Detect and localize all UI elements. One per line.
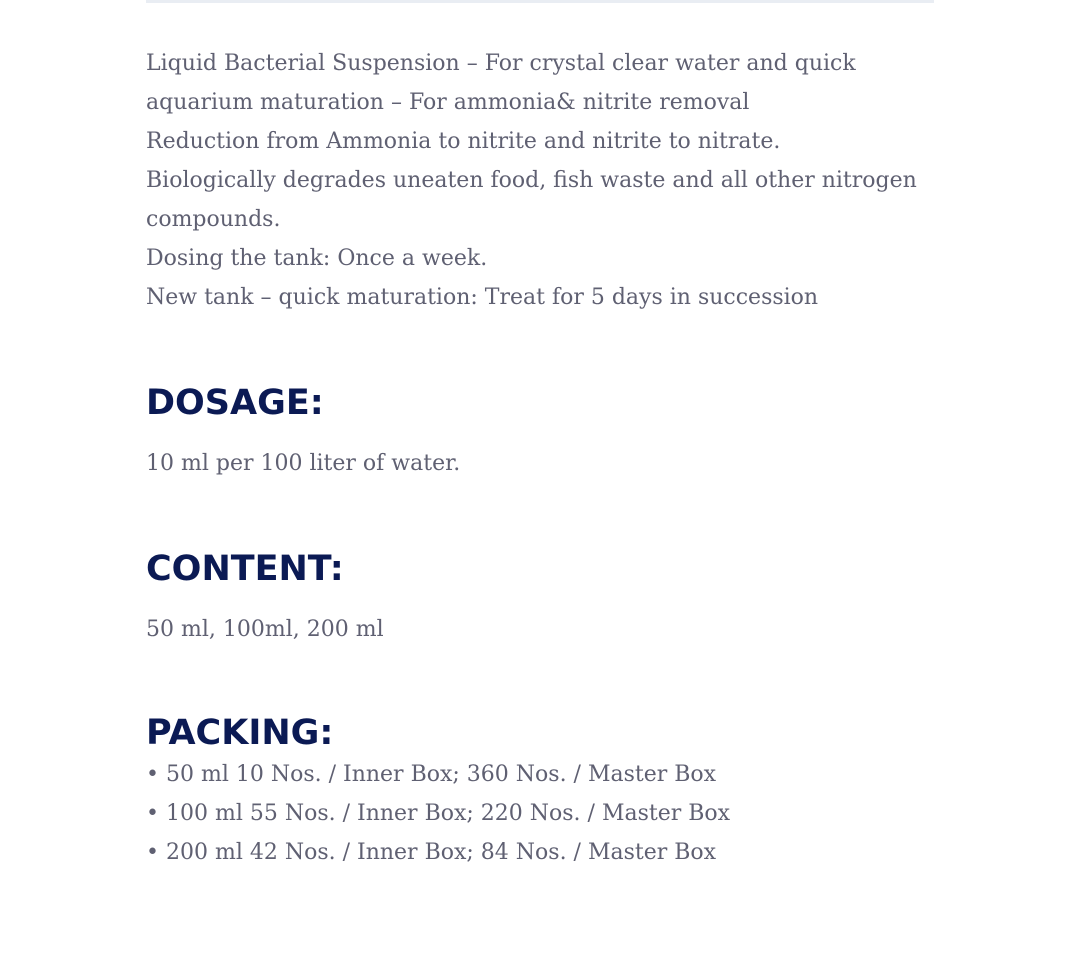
dosage-heading: DOSAGE:	[146, 383, 324, 423]
intro-line: Liquid Bacterial Suspension – For crystal clear water and quick	[146, 51, 856, 76]
dosage-section	[146, 381, 946, 483]
packing-list	[146, 755, 946, 872]
intro-line: Dosing the tank: Once a week.	[146, 246, 488, 271]
dosage-text: 10 ml per 100 liter of water.	[146, 451, 461, 476]
content-section	[146, 547, 946, 649]
content-heading: CONTENT:	[146, 549, 344, 589]
top-divider	[146, 0, 934, 3]
content-text: 50 ml, 100ml, 200 ml	[146, 617, 384, 642]
intro-line: compounds.	[146, 207, 281, 232]
intro-line: aquarium maturation – For ammonia& nitrite removal	[146, 90, 750, 115]
intro-line: Biologically degrades uneaten food, fish waste and all other nitrogen	[146, 168, 917, 193]
packing-item: • 100 ml 55 Nos. / Inner Box; 220 Nos. / Master Box	[146, 801, 731, 826]
intro-line: New tank – quick maturation: Treat for 5 days in succession	[146, 285, 819, 310]
packing-heading: PACKING:	[146, 713, 334, 753]
intro-line: Reduction from Ammonia to nitrite and nitrite to nitrate.	[146, 129, 781, 154]
packing-section	[146, 711, 946, 872]
packing-item: • 200 ml 42 Nos. / Inner Box; 84 Nos. / Master Box	[146, 840, 717, 865]
intro-section	[146, 44, 946, 317]
packing-item: • 50 ml 10 Nos. / Inner Box; 360 Nos. / Master Box	[146, 762, 717, 787]
product-description	[146, 44, 946, 872]
